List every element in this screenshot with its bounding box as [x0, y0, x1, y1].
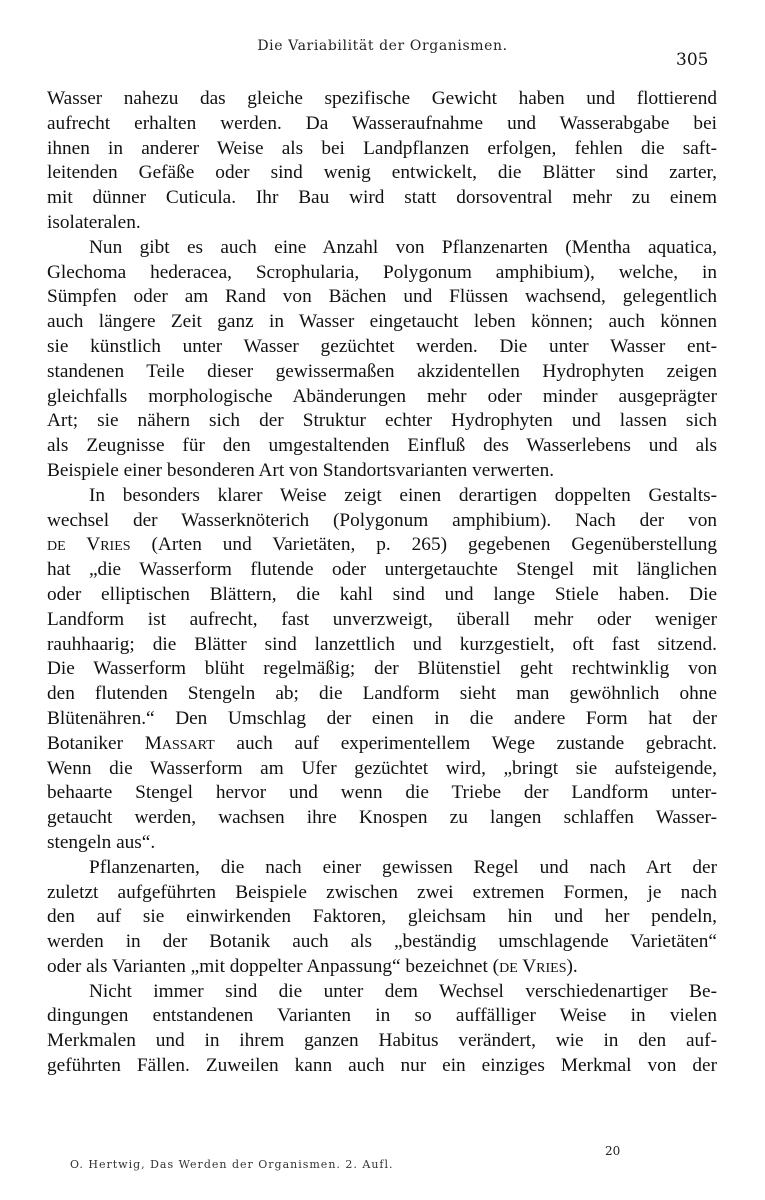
text-line: auch längere Zeit ganz in Wasser eingetaucht leben können; auch können: [47, 311, 717, 333]
text-line: Wasser nahezu das gleiche spezifische Gewicht haben und flottierend: [47, 88, 717, 109]
text-line: isolateralen.: [47, 211, 141, 233]
text-line: Glechoma hederacea, Scrophularia, Polygonum amphibium), welche, in: [47, 261, 717, 283]
signature-mark: 20: [605, 1144, 621, 1158]
text-line: den auf sie einwirkenden Faktoren, gleichsam hin und her pendeln,: [47, 906, 717, 928]
text-fragment: oder als Varianten „mit doppelter Anpassung“ bezeichnet (: [47, 955, 500, 977]
paragraph-first-line: Pflanzenarten, die nach einer gewissen Regel und nach Art der: [89, 856, 717, 878]
text-line: zuletzt aufgeführten Beispiele zwischen zwei extremen Formen, je nach: [47, 881, 717, 903]
text-line-with-name: [47, 732, 717, 757]
text-fragment: auch auf experimentellem Wege zustande gebracht.: [236, 732, 717, 754]
text-line: hat „die Wasserform flutende oder untergetauchte Stengel mit länglichen: [47, 559, 717, 581]
text-line: Landform ist aufrecht, fast unverzweigt, überall mehr oder weniger: [47, 608, 717, 630]
text-line: sie künstlich unter Wasser gezüchtet werden. Die unter Wasser ent-: [47, 335, 717, 357]
footer-imprint: O. Hertwig, Das Werden der Organismen. 2. Aufl.: [70, 1158, 394, 1171]
text-line: Blütenähren.“ Den Umschlag der einen in die andere Form hat der: [47, 707, 717, 729]
text-line: Merkmalen und in ihrem ganzen Habitus verändert, wie in den auf-: [47, 1030, 717, 1052]
text-line-with-name: [47, 533, 717, 558]
paragraph-first-line: Nicht immer sind die unter dem Wechsel verschiedenartiger Be-: [89, 980, 717, 1002]
text-line: rauhhaarig; die Blätter sind lanzettlich und kurzgestielt, oft fast sitzend.: [47, 633, 717, 655]
text-line: den flutenden Stengeln ab; die Landform sieht man gewöhnlich ohne: [47, 683, 717, 705]
text-line: leitenden Gefäße oder sind wenig entwickelt, die Blätter sind zarter,: [47, 162, 717, 184]
text-line: mit dünner Cuticula. Ihr Bau wird statt dorsoventral mehr zu einem: [47, 187, 717, 209]
text-line: geführten Fällen. Zuweilen kann auch nur ein einziges Merkmal von der: [47, 1055, 717, 1077]
page-number: 305: [676, 50, 709, 70]
text-line: wechsel der Wasserknöterich (Polygonum amphibium). Nach der von: [47, 509, 717, 531]
text-line: dingungen entstandenen Varianten in so auffälliger Weise in vielen: [47, 1005, 717, 1027]
author-name-de-vries: de Vries: [499, 955, 567, 977]
paragraph-first-line: Nun gibt es auch eine Anzahl von Pflanzenarten (Mentha aquatica,: [89, 236, 717, 258]
paragraph-first-line: In besonders klarer Weise zeigt einen derartigen doppelten Gestalts-: [89, 484, 717, 506]
text-line: gleichfalls morphologische Abänderungen mehr oder minder ausgeprägter: [47, 385, 717, 407]
author-name-massart: Massart: [144, 732, 215, 754]
text-line: standenen Teile dieser gewissermaßen akzidentellen Hydrophyten zeigen: [47, 360, 717, 382]
text-fragment: Botaniker: [47, 732, 124, 754]
text-line: Die Wasserform blüht regelmäßig; der Blütenstiel geht rechtwinklig von: [47, 658, 717, 680]
text-fragment: (Arten und Varietäten, p. 265) gegebenen Gegenüberstellung: [151, 534, 717, 556]
text-line: Art; sie nähern sich der Struktur echter Hydrophyten und lassen sich: [47, 410, 717, 432]
text-line: getaucht werden, wachsen ihre Knospen zu langen schlaffen Wasser-: [47, 807, 717, 829]
text-line-with-name: [47, 955, 717, 980]
author-name-de-vries: de Vries: [47, 534, 131, 556]
text-line: Wenn die Wasserform am Ufer gezüchtet wird, „bringt sie aufsteigende,: [47, 757, 717, 779]
text-fragment: ).: [566, 955, 578, 977]
body-text: [47, 87, 717, 1079]
text-line: oder elliptischen Blättern, die kahl sind und lange Stiele haben. Die: [47, 583, 717, 605]
text-line: Sümpfen oder am Rand von Bächen und Flüssen wachsend, gelegentlich: [47, 286, 717, 308]
text-line: stengeln aus“.: [47, 831, 156, 853]
text-line: ihnen in anderer Weise als bei Landpflanzen erfolgen, fehlen die saft-: [47, 137, 717, 159]
text-line: behaarte Stengel hervor und wenn die Triebe der Landform unter-: [47, 782, 717, 804]
text-line: aufrecht erhalten werden. Da Wasseraufnahme und Wasserabgabe bei: [47, 112, 717, 134]
running-title: Die Variabilität der Organismen.: [257, 38, 508, 54]
text-line: werden in der Botanik auch als „beständig umschlagende Varietäten“: [47, 931, 717, 953]
text-line: als Zeugnisse für den umgestaltenden Einfluß des Wasserlebens und als: [47, 435, 717, 457]
text-line: Beispiele einer besonderen Art von Standortsvarianten verwerten.: [47, 459, 555, 481]
